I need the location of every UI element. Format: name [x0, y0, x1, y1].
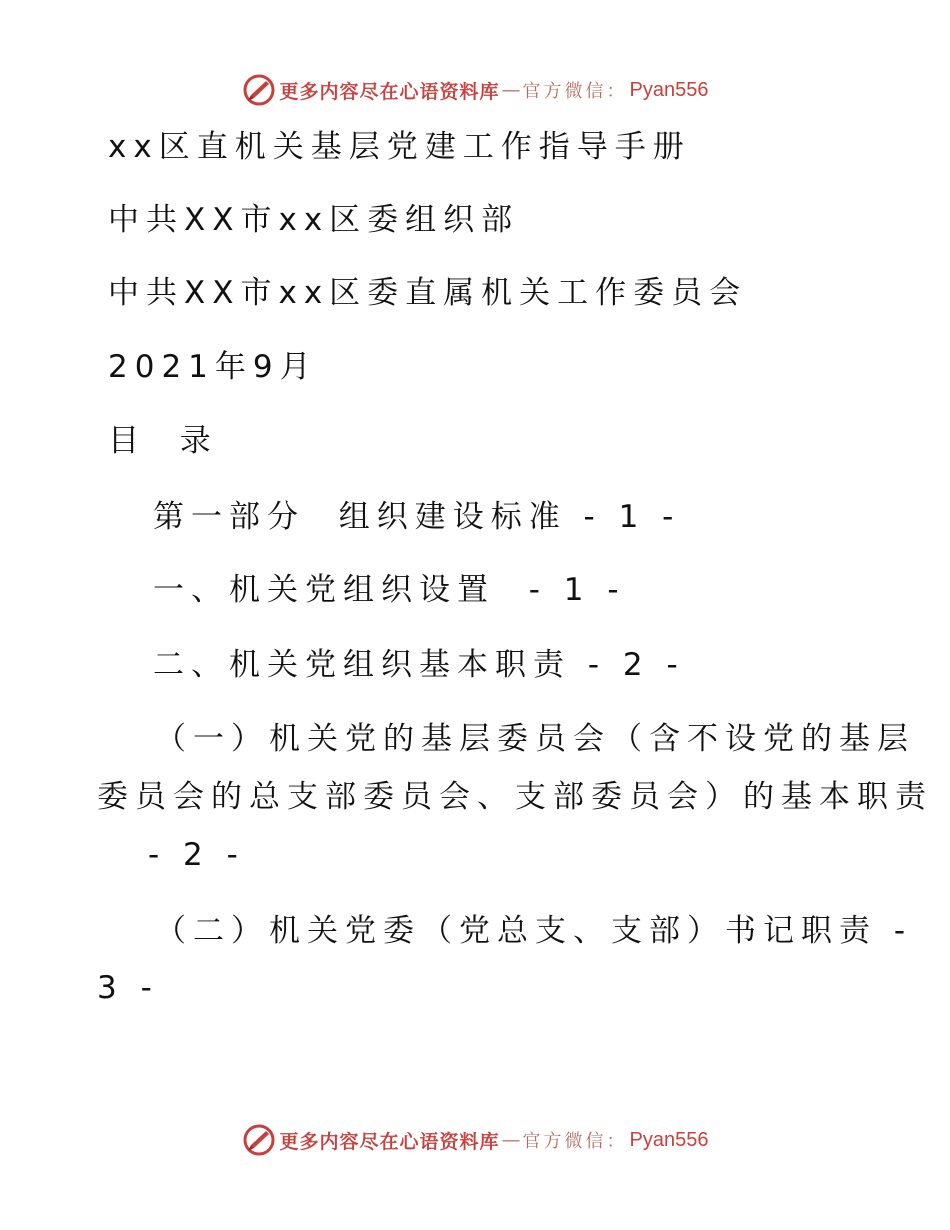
watermark-text: 更多内容尽在心语资料库 [279, 1130, 500, 1153]
toc-item-committee-duties-page: - 2 - [148, 837, 245, 873]
watermark-wechat-id: Pyan556 [629, 78, 709, 101]
watermark-separator: — [501, 79, 521, 101]
watermark-wechat-label: 官方微信： [522, 81, 628, 102]
watermark-banner-top [0, 70, 950, 110]
issuer-organization-dept: 中共XX市xx区委组织部 [108, 202, 520, 238]
toc-item-basic-duties[interactable]: 二、机关党组织基本职责 - 2 - [153, 647, 685, 683]
toc-item-committee-duties-line2[interactable]: 委员会的总支部委员会、支部委员会）的基本职责 [97, 779, 933, 815]
issuer-working-committee: 中共XX市xx区委直属机关工作委员会 [108, 275, 748, 311]
toc-item-part-one[interactable]: 第一部分 组织建设标准 - 1 - [153, 499, 681, 535]
watermark-wechat-label: 官方微信： [522, 1131, 628, 1152]
document-date: 2021年9月 [108, 349, 318, 385]
watermark-logo-icon [242, 1123, 276, 1157]
watermark-text: 更多内容尽在心语资料库 [279, 80, 500, 103]
toc-item-party-org-setup[interactable]: 一、机关党组织设置 - 1 - [153, 572, 626, 608]
toc-item-secretary-duties-page: 3 - [97, 970, 159, 1006]
document-title: xx区直机关基层党建工作指导手册 [108, 129, 691, 165]
watermark-wechat-id: Pyan556 [629, 1128, 709, 1151]
watermark-logo-icon [242, 73, 276, 107]
toc-heading: 目 录 [108, 423, 218, 459]
watermark-separator: — [501, 1129, 521, 1151]
toc-item-secretary-duties-line1[interactable]: （二）机关党委（党总支、支部）书记职责 - [155, 913, 913, 949]
watermark-banner-bottom [0, 1120, 950, 1160]
toc-item-committee-duties-line1[interactable]: （一）机关党的基层委员会（含不设党的基层 [155, 721, 915, 757]
